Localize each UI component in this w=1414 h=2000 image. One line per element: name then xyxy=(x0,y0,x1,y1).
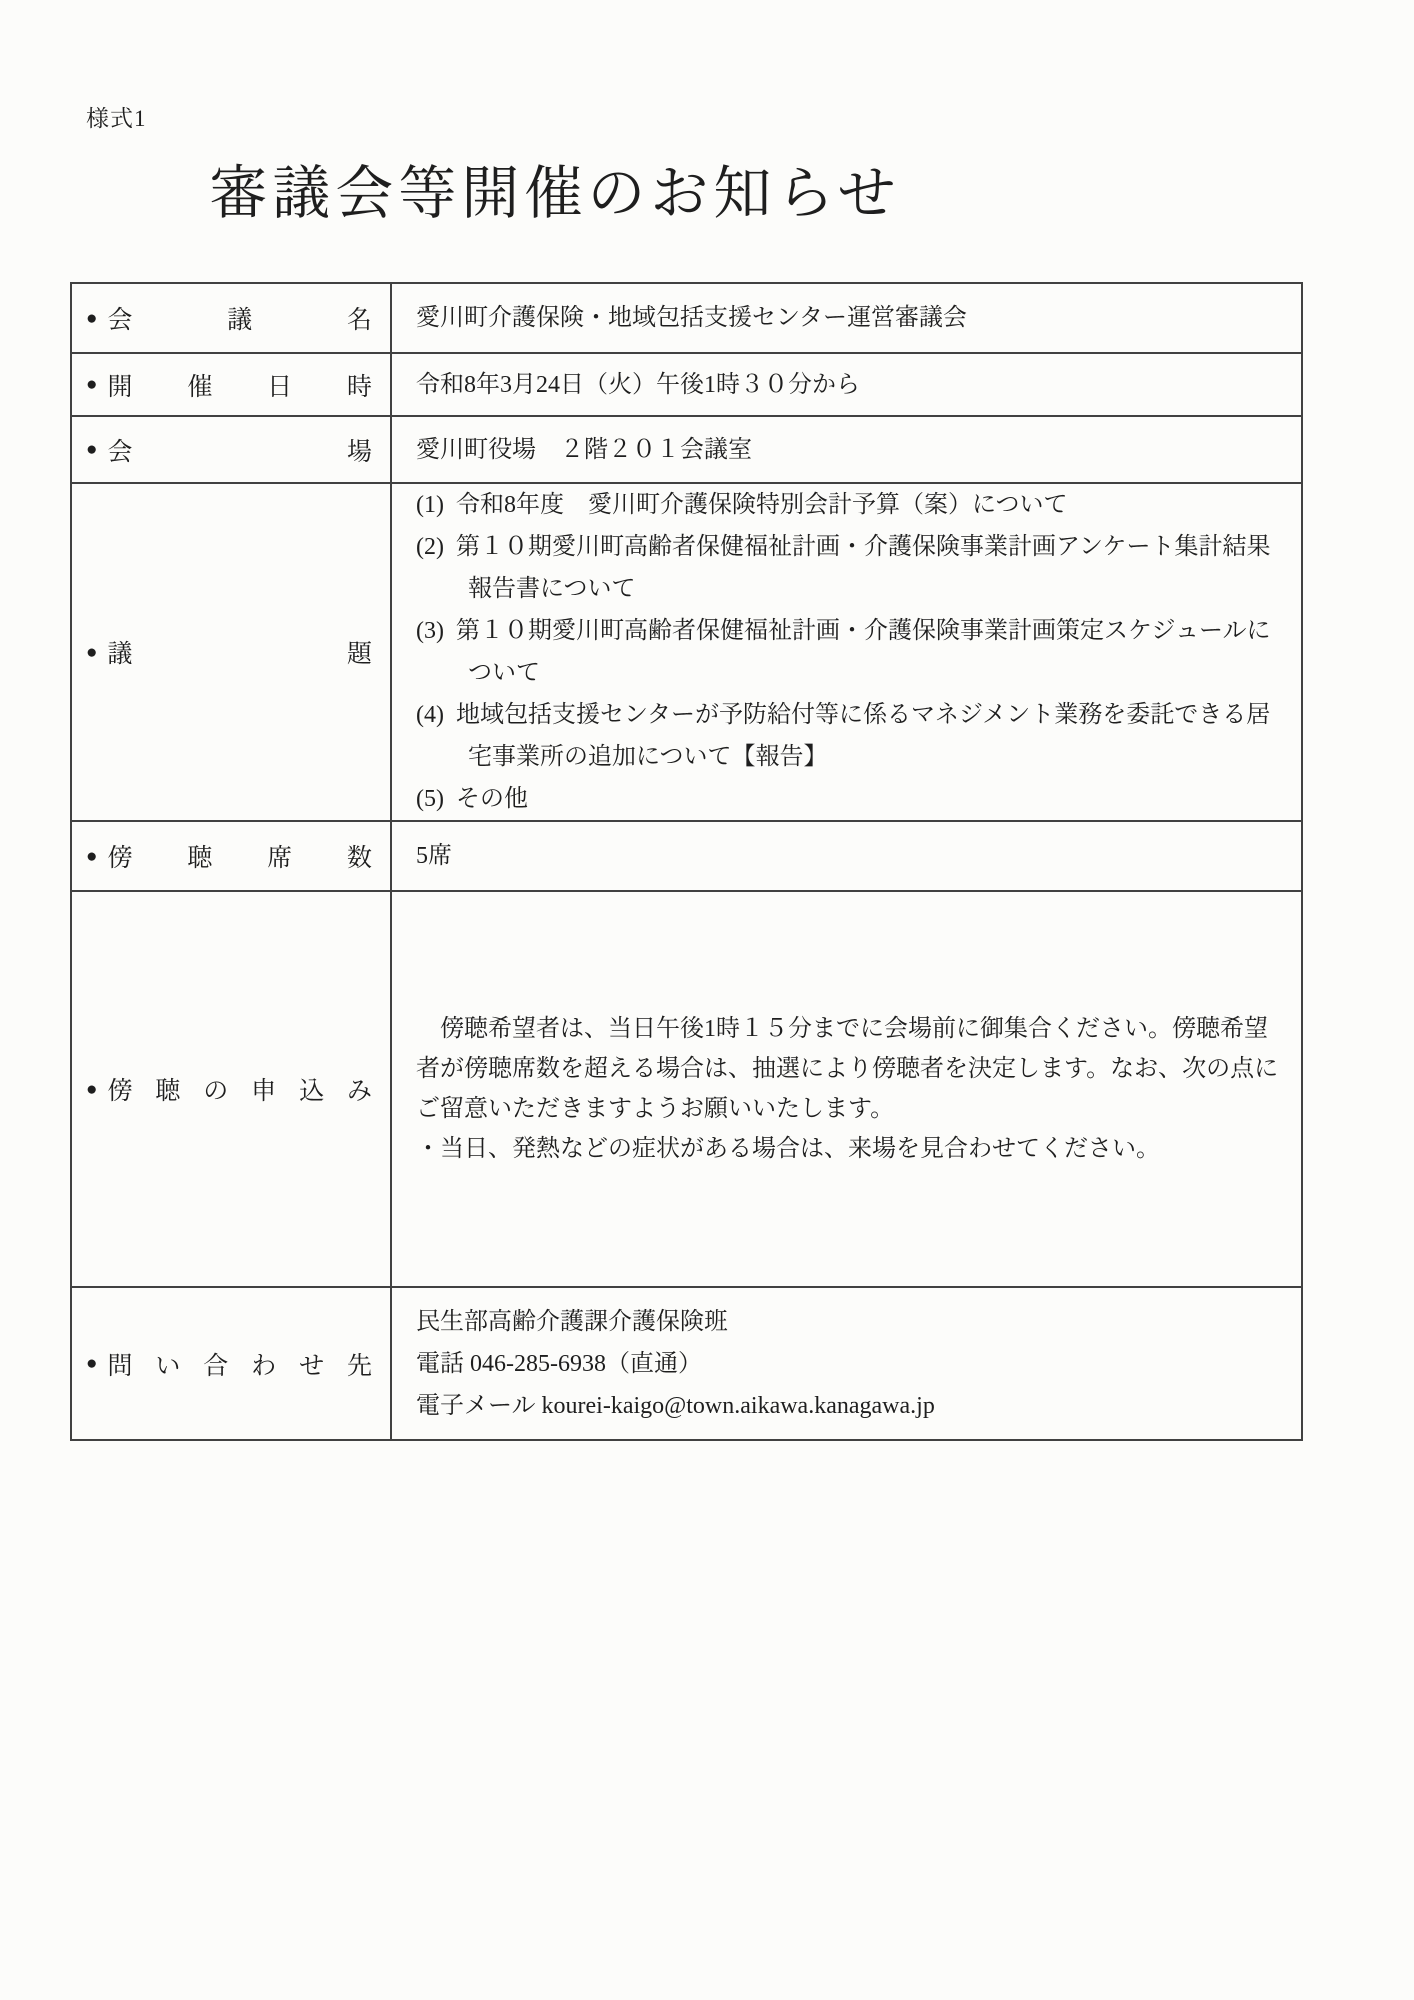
agenda-item-number: (2) xyxy=(416,534,444,560)
label-wrap xyxy=(72,634,390,670)
agenda-item-text: その他 xyxy=(455,786,528,812)
datetime-label-cell xyxy=(71,353,391,416)
datetime-value: 令和8年3月24日（火）午後1時３０分から xyxy=(391,353,1302,416)
agenda-item-number: (1) xyxy=(416,492,444,518)
datetime-label: 開 催 日 時 xyxy=(107,373,372,401)
application-label: 傍 聴 の 申 込 み xyxy=(107,1078,372,1105)
agenda-item-number: (5) xyxy=(416,786,444,812)
label-wrap xyxy=(72,1346,390,1382)
venue-label-cell xyxy=(71,416,391,483)
agenda-list xyxy=(416,484,1279,820)
application-label-cell xyxy=(71,891,391,1287)
table-row-seats xyxy=(71,821,1302,891)
agenda-item-number: (4) xyxy=(416,702,444,728)
bullet-icon: ● xyxy=(86,641,98,663)
agenda-item-2 xyxy=(416,526,1279,610)
meeting-name-label-cell xyxy=(71,283,391,353)
label-wrap xyxy=(72,300,390,336)
bullet-icon: ● xyxy=(86,1353,98,1374)
table-row-meeting-name xyxy=(71,283,1302,353)
agenda-label-cell xyxy=(71,483,391,821)
agenda-item-number: (3) xyxy=(416,618,444,644)
contact-phone: 電話 046-285-6938（直通） xyxy=(416,1350,702,1377)
agenda-item-text: 第１０期愛川町高齢者保健福祉計画・介護保険事業計画策定スケジュールについて xyxy=(455,618,1271,686)
contact-label-cell xyxy=(71,1287,391,1440)
meeting-name-label: 会 議 名 xyxy=(107,307,372,334)
label-wrap xyxy=(72,838,390,874)
table-row-datetime xyxy=(71,353,1302,416)
notice-table xyxy=(70,282,1303,1441)
bullet-icon: ● xyxy=(86,1078,98,1100)
seats-value: 5席 xyxy=(391,821,1302,891)
agenda-item-text: 令和8年度 愛川町介護保険特別会計予算（案）について xyxy=(455,492,1068,518)
contact-label: 問 い 合 わ せ 先 xyxy=(107,1352,372,1380)
meeting-name-value: 愛川町介護保険・地域包括支援センター運営審議会 xyxy=(391,283,1302,353)
contact-value-cell xyxy=(391,1287,1302,1440)
table-row-contact xyxy=(71,1287,1302,1440)
agenda-value-cell xyxy=(391,483,1302,821)
agenda-label: 議 題 xyxy=(107,641,372,668)
contact-email: 電子メール kourei-kaigo@town.aikawa.kanagawa.jp xyxy=(416,1392,935,1419)
label-wrap xyxy=(72,367,390,403)
agenda-item-3 xyxy=(416,610,1279,694)
contact-department: 民生部高齢介護課介護保険班 xyxy=(416,1308,728,1335)
agenda-item-text: 第１０期愛川町高齢者保健福祉計画・介護保険事業計画アンケート集計結果報告書について xyxy=(455,534,1271,602)
table-row-application xyxy=(71,891,1302,1287)
agenda-item-1 xyxy=(416,484,1279,526)
page-title: 審議会等開催のお知らせ xyxy=(209,161,901,226)
seats-label: 傍 聴 席 数 xyxy=(107,845,372,872)
label-wrap xyxy=(72,432,390,468)
table-row-venue xyxy=(71,416,1302,483)
application-paragraph: 傍聴希望者は、当日午後1時１５分までに会場前に御集合ください。傍聴希望者が傍聴席数を超える場合は、抽選により傍聴者を決定します。なお、次の点にご留意いただきますようお願いいたします。 xyxy=(416,1016,1279,1122)
seats-label-cell xyxy=(71,821,391,891)
form-number-label: 様式1 xyxy=(86,106,147,131)
agenda-item-4 xyxy=(416,694,1279,778)
label-wrap xyxy=(72,1071,390,1107)
bullet-icon: ● xyxy=(86,374,98,395)
agenda-item-5 xyxy=(416,778,1279,820)
bullet-icon: ● xyxy=(86,845,98,867)
agenda-item-text: 地域包括支援センターが予防給付等に係るマネジメント業務を委託できる居宅事業所の追加について【報告】 xyxy=(455,702,1271,770)
application-note: ・当日、発熱などの症状がある場合は、来場を見合わせてください。 xyxy=(416,1136,1160,1162)
bullet-icon: ● xyxy=(86,307,98,329)
bullet-icon: ● xyxy=(86,439,98,460)
table-row-agenda xyxy=(71,483,1302,821)
application-value-cell xyxy=(391,891,1302,1287)
venue-label: 会 場 xyxy=(107,438,372,466)
venue-value: 愛川町役場 ２階２０１会議室 xyxy=(391,416,1302,483)
